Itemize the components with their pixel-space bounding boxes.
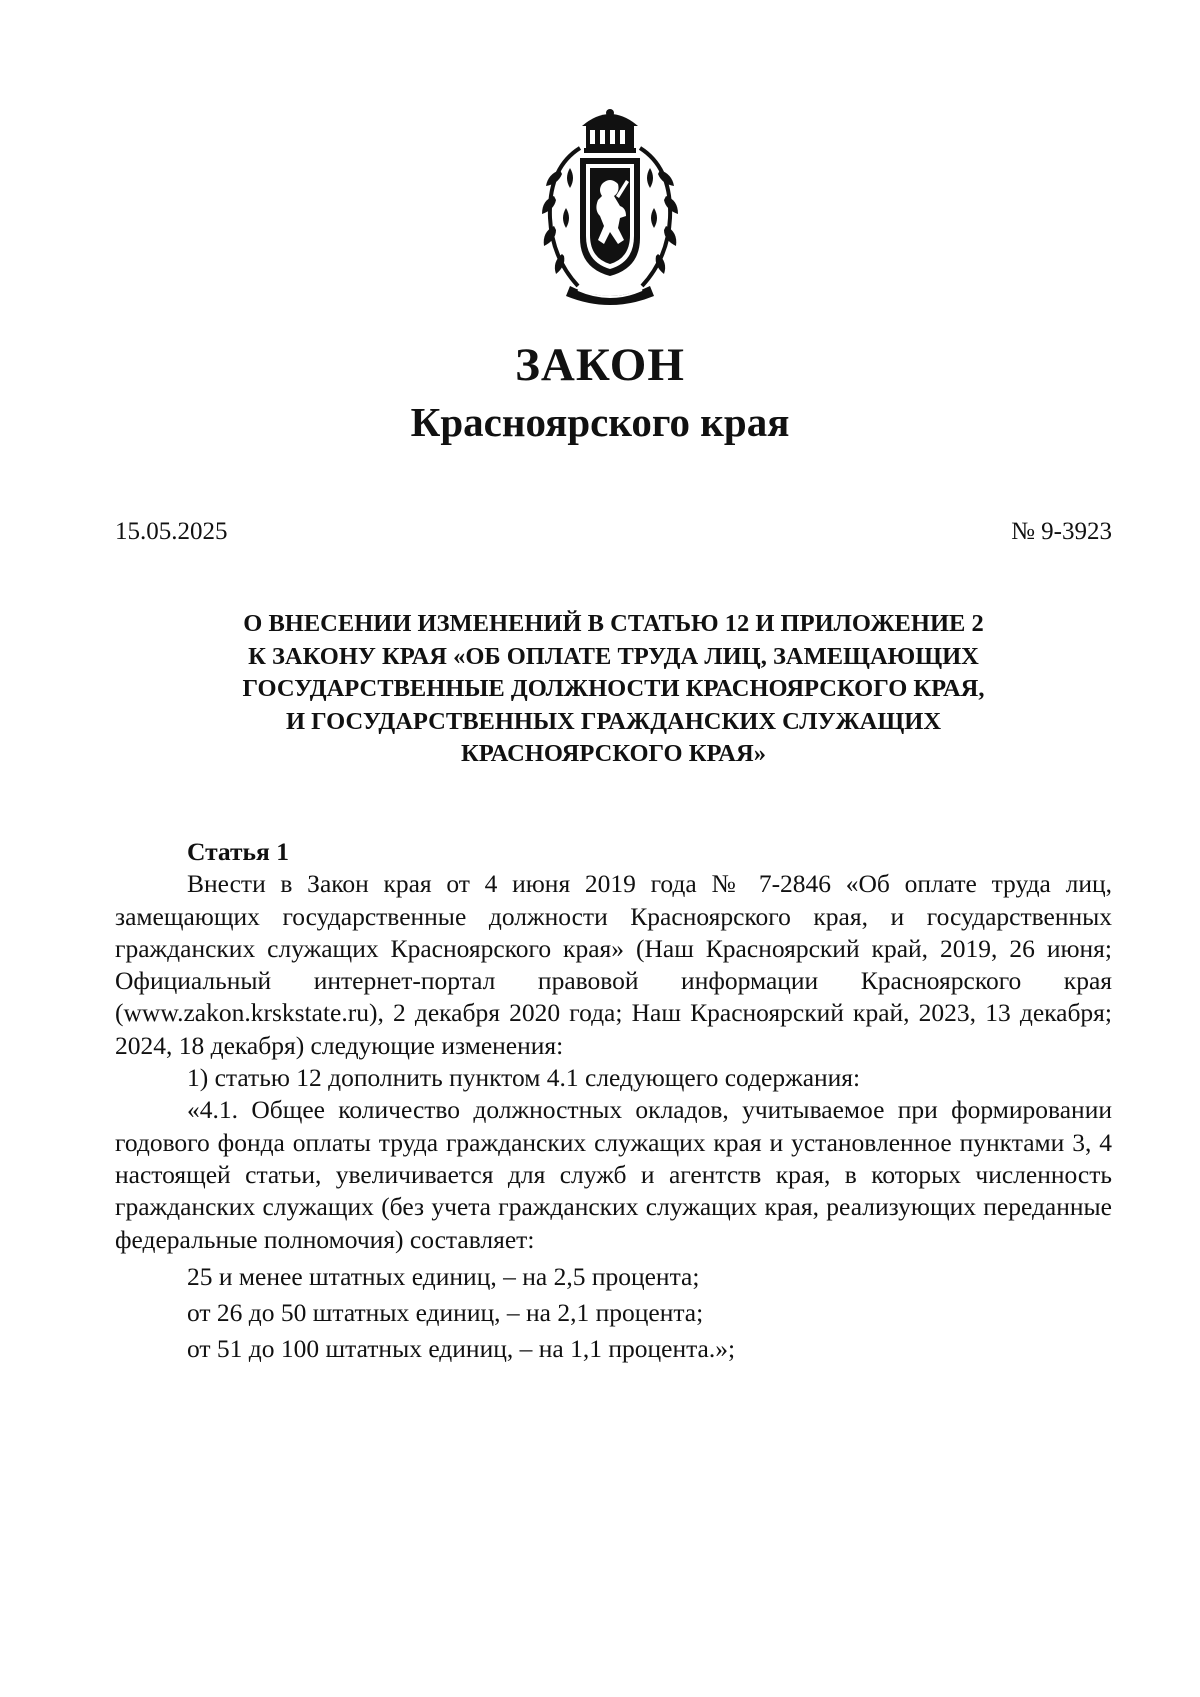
document-title: ЗАКОН [515, 339, 685, 391]
document-subtitle: Красноярского края [410, 399, 790, 445]
heading-line: КРАСНОЯРСКОГО КРАЯ» [461, 740, 766, 767]
paragraph: «4.1. Общее количество должностных окладов, учитываемое при формировании годового фонда оплаты труда гражданских служащих края и установленное пунктами 3, 4 настоящей статьи, увеличивается для служб и агентств края, в которых численность гражданских служащих (без учета гражданских служащих края, реализующих переданные федеральные полномочия) составляет: [115, 1095, 1112, 1254]
heading-line: О ВНЕСЕНИИ ИЗМЕНЕНИЙ В СТАТЬЮ 12 И ПРИЛОЖЕНИЕ 2 [243, 610, 984, 637]
heading-line: К ЗАКОНУ КРАЯ «ОБ ОПЛАТЕ ТРУДА ЛИЦ, ЗАМЕЩАЮЩИХ [248, 642, 979, 670]
coat-of-arms-icon [530, 108, 690, 313]
paragraph: 1) статью 12 дополнить пунктом 4.1 следующего содержания: [187, 1063, 861, 1093]
heading-line: ГОСУДАРСТВЕННЫЕ ДОЛЖНОСТИ КРАСНОЯРСКОГО КРАЯ, [242, 675, 985, 702]
document-date: 15.05.2025 [115, 518, 228, 545]
article-body [115, 836, 1112, 1367]
list-item: от 51 до 100 штатных единиц, – на 1,1 процента.»; [187, 1333, 736, 1363]
list-item: 25 и менее штатных единиц, – на 2,5 процента; [187, 1261, 700, 1291]
law-heading [115, 608, 1112, 771]
list-item: от 26 до 50 штатных единиц, – на 2,1 процента; [187, 1297, 704, 1327]
paragraph: Внести в Закон края от 4 июня 2019 года № 7-2846 «Об оплате труда лиц, замещающих государственные должности Красноярского края, и государственных гражданских служащих Красноярского края» (Наш Красноярский край, 2019, 26 июня; Официальный интернет-портал правовой информации Красноярского края (www.zakon.krskstate.ru), 2 декабря 2020 года; Наш Красноярский край, 2023, 13 декабря; 2024, 18 декабря) следующие изменения: [115, 869, 1112, 1060]
heading-line: И ГОСУДАРСТВЕННЫХ ГРАЖДАНСКИХ СЛУЖАЩИХ [285, 707, 942, 735]
article-title: Статья 1 [187, 837, 289, 866]
document-number: № 9-3923 [1011, 518, 1112, 545]
